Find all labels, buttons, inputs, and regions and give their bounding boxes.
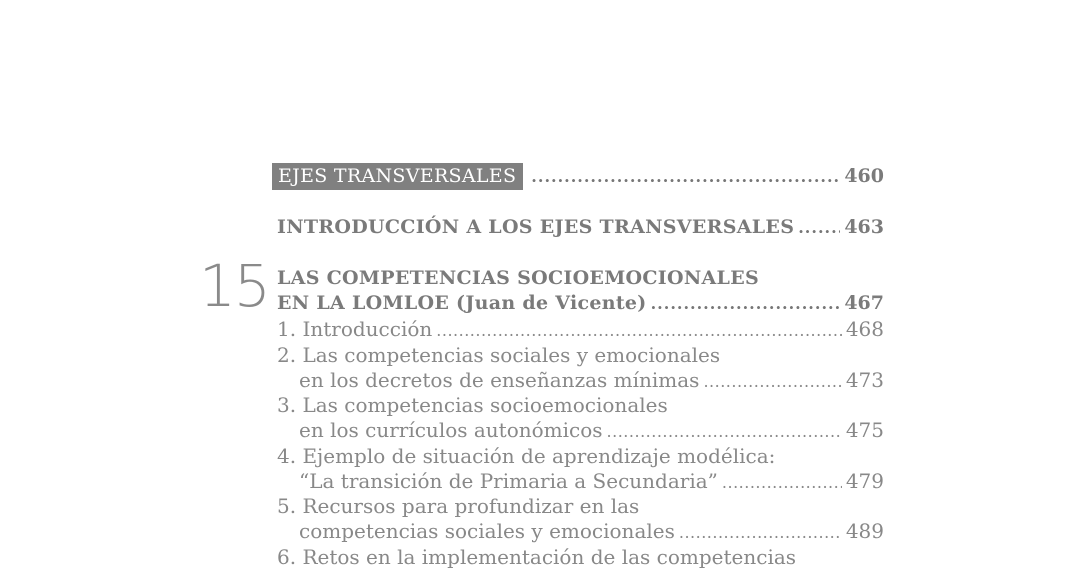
dot-leader xyxy=(531,167,840,186)
toc-subentry xyxy=(299,368,884,392)
subentry-title: 6. Retos en la implementación de las competencias xyxy=(277,545,797,569)
subentry-title: 2. Las competencias sociales y emocionales xyxy=(277,343,721,367)
subentry-title: 3. Las competencias socioemocionales xyxy=(277,393,668,417)
dot-leader xyxy=(703,372,841,391)
section-title-badge: EJES TRANSVERSALES xyxy=(272,163,523,190)
subentry-title: 1. Introducción xyxy=(277,317,433,341)
page-number: 460 xyxy=(844,165,884,187)
subentry-title-cont: en los decretos de enseñanzas mínimas xyxy=(299,368,700,392)
page-number: 468 xyxy=(845,317,884,341)
toc-subentry xyxy=(277,317,884,341)
page-number: 467 xyxy=(844,292,884,314)
dot-leader xyxy=(607,422,842,441)
dot-leader xyxy=(651,294,841,313)
page-number: 479 xyxy=(845,469,884,493)
toc-subentry xyxy=(299,469,884,493)
toc-entry-chapter xyxy=(277,292,884,314)
page-number: 473 xyxy=(845,368,884,392)
page-number: 489 xyxy=(845,519,884,543)
entry-title: INTRODUCCIÓN A LOS EJES TRANSVERSALES xyxy=(277,216,795,238)
toc-subentry xyxy=(299,418,884,442)
toc-entry-section xyxy=(272,163,884,193)
dot-leader xyxy=(679,523,842,542)
page-number: 475 xyxy=(845,418,884,442)
dot-leader xyxy=(722,473,842,492)
subentry-title-cont: “La transición de Primaria a Secundaria” xyxy=(299,469,718,493)
dot-leader xyxy=(436,321,842,340)
subentry-title-cont: en los currículos autonómicos xyxy=(299,418,603,442)
chapter-number: 15 xyxy=(199,252,269,320)
page-number: 463 xyxy=(844,216,884,238)
subentry-title-cont: competencias sociales y emocionales xyxy=(299,519,675,543)
subentry-title: 4. Ejemplo de situación de aprendizaje modélica: xyxy=(277,444,776,468)
chapter-title-line-1: LAS COMPETENCIAS SOCIOEMOCIONALES xyxy=(277,267,760,289)
subentry-title: 5. Recursos para profundizar en las xyxy=(277,494,640,518)
chapter-title-line-2: EN LA LOMLOE (Juan de Vicente) xyxy=(277,292,647,314)
dot-leader xyxy=(798,218,840,237)
toc-subentry xyxy=(299,519,884,543)
toc-entry-intro xyxy=(277,216,884,238)
